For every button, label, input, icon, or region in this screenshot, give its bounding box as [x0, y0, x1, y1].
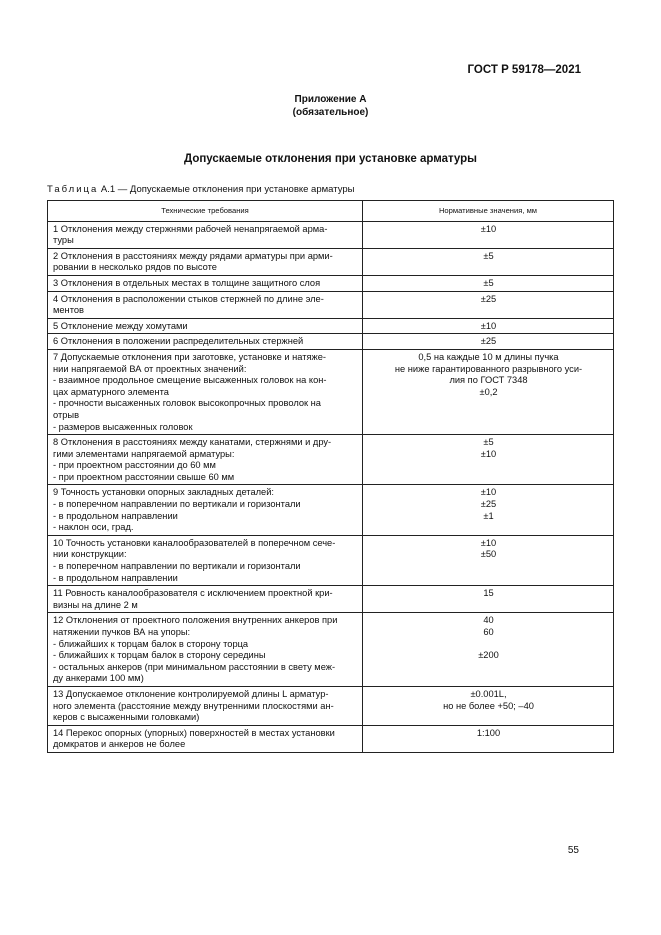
value-line: 15 [483, 588, 494, 599]
requirement-line: - в продольном направлении [53, 572, 178, 583]
requirement-line: туры [53, 235, 74, 246]
table-caption [47, 184, 354, 195]
value-line: лия по ГОСТ 7348 [449, 375, 528, 386]
table-row [48, 686, 614, 725]
table-row [48, 334, 614, 350]
requirement-cell [48, 435, 363, 485]
value-cell [363, 275, 614, 291]
requirement-cell [48, 318, 363, 334]
value-cell [363, 291, 614, 318]
table-row [48, 613, 614, 687]
requirement-line: 4 Отклонения в расположении стыков стержней по длине эле- [53, 293, 324, 304]
requirement-line: 11 Ровность каналообразователя с исключением проектной кри- [53, 588, 333, 599]
requirement-cell [48, 349, 363, 434]
requirement-cell [48, 221, 363, 248]
requirement-line: 5 Отклонение между хомутами [53, 320, 188, 331]
value-line: ±10 [480, 537, 497, 548]
value-cell [363, 221, 614, 248]
requirement-line: 7 Допускаемые отклонения при заготовке, установке и натяже- [53, 351, 327, 362]
requirement-line: 12 Отклонения от проектного положения внутренних анкеров при [53, 615, 338, 626]
value-line: ±0,2 [479, 386, 498, 397]
section-heading: Допускаемые отклонения при установке арматуры [183, 153, 477, 165]
requirement-line: - ближайших к торцам балок в сторону середины [53, 650, 266, 661]
table-row [48, 535, 614, 585]
table-row [48, 435, 614, 485]
requirement-cell [48, 686, 363, 725]
requirement-line: натяжении пучков ВА на упоры: [53, 627, 191, 637]
value-line: 40 [483, 615, 494, 626]
value-line: 60 [483, 627, 494, 637]
value-line: ±5 [483, 277, 494, 288]
requirement-line: - взаимное продольное смещение высаженных головок на кон- [53, 375, 327, 386]
value-cell [363, 686, 614, 725]
requirement-line: - при проектном расстоянии до 60 мм [53, 460, 216, 471]
table-caption-label: Таблица [47, 184, 99, 195]
table-row [48, 221, 614, 248]
requirement-line: - остальных анкеров (при минимальном расстоянии в свету меж- [53, 661, 336, 672]
requirement-cell [48, 613, 363, 687]
requirement-cell [48, 248, 363, 275]
appendix-status: (обязательное) [292, 107, 369, 118]
value-line: но не более +50; –40 [443, 700, 534, 711]
requirement-cell [48, 334, 363, 350]
requirement-line: нии конструкции: [53, 549, 127, 560]
value-line: 0,5 на каждые 10 м длины пучка [418, 351, 559, 362]
value-line: 1:100 [476, 727, 501, 738]
requirement-line: гими элементами напрягаемой арматуры: [53, 448, 235, 459]
requirement-line: ментов [53, 305, 84, 316]
value-line: ±10 [480, 223, 497, 234]
value-line: ±5 [483, 250, 494, 261]
requirement-line: ровании в несколько рядов по высоте [53, 262, 217, 273]
column-header-values: Нормативные значения, мм [363, 201, 614, 222]
value-line: ±200 [478, 650, 499, 661]
value-line: ±25 [480, 499, 497, 510]
table-row [48, 275, 614, 291]
appendix-block [0, 93, 661, 119]
value-cell [363, 586, 614, 613]
requirement-line: - наклон оси, град. [53, 522, 134, 533]
requirement-line: 14 Перекос опорных (упорных) поверхностей в местах установки [53, 727, 335, 738]
requirement-line: - при проектном расстоянии свыше 60 мм [53, 471, 235, 482]
requirement-line: 1 Отклонения между стержнями рабочей ненапрягаемой арма- [53, 223, 328, 234]
requirement-line: 10 Точность установки каналообразователей в поперечном сече- [53, 537, 336, 548]
value-line: не ниже гарантированного разрывного уси- [394, 363, 583, 374]
value-line: ±1 [483, 510, 494, 521]
table-row [48, 291, 614, 318]
value-cell [363, 485, 614, 535]
value-line: ±10 [480, 320, 497, 331]
requirement-cell [48, 275, 363, 291]
requirement-line: 6 Отклонения в положении распределительных стержней [53, 336, 304, 347]
requirement-line: - ближайших к торцам балок в сторону торца [53, 638, 249, 649]
requirement-cell [48, 291, 363, 318]
requirement-line: отрыв [53, 409, 80, 420]
value-line: ±10 [480, 487, 497, 498]
value-cell [363, 613, 614, 687]
tolerances-table [47, 200, 614, 753]
table-caption-text: — Допускаемые отклонения при установке арматуры [117, 184, 355, 195]
value-line [368, 639, 609, 651]
table-body [48, 221, 614, 752]
table-row [48, 248, 614, 275]
value-cell [363, 725, 614, 752]
value-cell [363, 334, 614, 350]
value-cell [363, 435, 614, 485]
requirement-line: визны на длине 2 м [53, 599, 138, 610]
value-line: ±25 [480, 293, 497, 304]
value-line: ±0.001L, [470, 688, 507, 699]
table-row [48, 725, 614, 752]
requirement-line: - размеров высаженных головок [53, 421, 193, 432]
requirement-cell [48, 485, 363, 535]
requirement-line: 9 Точность установки опорных закладных деталей: [53, 487, 275, 498]
table-caption-number: А.1 [100, 184, 116, 195]
requirement-line: - прочности высаженных головок высокопрочных проволок на [53, 398, 321, 409]
table-row [48, 318, 614, 334]
requirement-line: 13 Допускаемое отклонение контролируемой длины L арматур- [53, 688, 329, 699]
value-line: ±10 [480, 448, 497, 459]
table-row [48, 586, 614, 613]
standard-code: ГОСТ Р 59178—2021 [467, 64, 581, 76]
requirement-line: ду анкерами 100 мм) [53, 673, 144, 684]
value-line: ±5 [483, 437, 494, 448]
requirement-cell [48, 725, 363, 752]
value-cell [363, 318, 614, 334]
appendix-title: Приложение А [294, 94, 367, 105]
requirement-line: ного элемента (расстояние между внутренними плоскостями ан- [53, 700, 334, 711]
table-header-row [48, 201, 614, 222]
requirement-line: 2 Отклонения в расстояниях между рядами арматуры при арми- [53, 250, 333, 261]
requirement-line: 3 Отклонения в отдельных местах в толщине защитного слоя [53, 277, 321, 288]
requirement-line: 8 Отклонения в расстояниях между канатами, стержнями и дру- [53, 437, 332, 448]
requirement-line: - в поперечном направлении по вертикали и горизонтали [53, 499, 301, 510]
value-cell [363, 349, 614, 434]
requirement-cell [48, 535, 363, 585]
requirement-line: керов с высаженными головками) [53, 712, 200, 723]
requirement-line: - в поперечном направлении по вертикали и горизонтали [53, 561, 301, 572]
requirement-line: - в продольном направлении [53, 510, 178, 521]
table-row [48, 485, 614, 535]
requirement-line: нии напрягаемой ВА от проектных значений: [53, 363, 247, 374]
value-line: ±25 [480, 336, 497, 347]
value-cell [363, 535, 614, 585]
requirement-line: домкратов и анкеров не более [53, 739, 186, 750]
value-cell [363, 248, 614, 275]
page-number: 55 [567, 845, 579, 856]
value-line: ±50 [480, 549, 497, 560]
column-header-requirements: Технические требования [48, 201, 363, 222]
requirement-cell [48, 586, 363, 613]
requirement-line: цах арматурного элемента [53, 386, 169, 397]
table-row [48, 349, 614, 434]
